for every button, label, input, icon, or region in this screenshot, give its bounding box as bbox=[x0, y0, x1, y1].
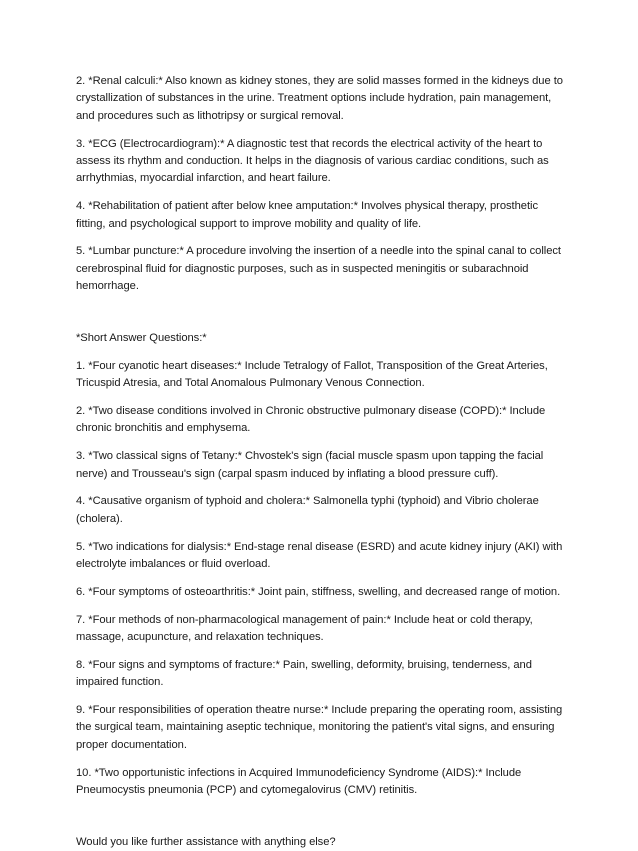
short-answer-item: 9. *Four responsibilities of operation theatre nurse:* Include preparing the operating room, assisting the surgical team, maintaining aseptic technique, monitoring the patient's vital signs, and ensuring proper documentation. bbox=[76, 704, 563, 751]
section-heading: *Short Answer Questions:* bbox=[76, 332, 207, 345]
short-answer-item: 6. *Four symptoms of osteoarthritis:* Joint pain, stiffness, swelling, and decreased range of motion. bbox=[76, 585, 561, 598]
definition-item: 3. *ECG (Electrocardiogram):* A diagnostic test that records the electrical activity of the heart to assess its rhythm and conduction. It helps in the diagnosis of various cardiac conditions, such as arrhythmias, myocardial infarction, and heart failure. bbox=[76, 137, 549, 185]
section-spacer bbox=[76, 306, 568, 330]
short-answer-item: 5. *Two indications for dialysis:* End-stage renal disease (ESRD) and acute kidney injury (AKI) with electrolyte imbalances or fluid overload. bbox=[76, 540, 563, 571]
short-answer-item: 2. *Two disease conditions involved in Chronic obstructive pulmonary disease (COPD):* Include chronic bronchitis and emphysema. bbox=[76, 405, 546, 435]
short-answer-item: 1. *Four cyanotic heart diseases:* Include Tetralogy of Fallot, Transposition of the Great Arteries, Tricuspid Atresia, and Total Anomalous Pulmonary Venous Connection. bbox=[76, 359, 548, 390]
definition-item: 2. *Renal calculi:* Also known as kidney stones, they are solid masses formed in the kidneys due to crystallization of substances in the urine. Treatment options include hydration, pain management, and procedures such as lithotripsy or surgical removal. bbox=[76, 75, 563, 122]
closing-question: Would you like further assistance with anything else? bbox=[76, 835, 336, 848]
short-answer-item: 7. *Four methods of non-pharmacological management of pain:* Include heat or cold therapy, massage, acupuncture, and relaxation techniques. bbox=[76, 613, 533, 644]
short-answer-item: 10. *Two opportunistic infections in Acquired Immunodeficiency Syndrome (AIDS):* Include Pneumocystis pneumonia (PCP) and cytomegalovirus (CMV) retinitis. bbox=[76, 766, 522, 797]
short-answer-item: 8. *Four signs and symptoms of fracture:* Pain, swelling, deformity, bruising, tenderness, and impaired function. bbox=[76, 658, 532, 689]
section-spacer bbox=[76, 810, 568, 834]
short-answer-item: 3. *Two classical signs of Tetany:* Chvostek's sign (facial muscle spasm upon tapping the facial nerve) and Trousseau's sign (carpal spasm induced by inflating a blood pressure cuff). bbox=[76, 450, 544, 480]
document-body bbox=[76, 73, 568, 851]
definition-item: 5. *Lumbar puncture:* A procedure involving the insertion of a needle into the spinal canal to collect cerebrospinal fluid for diagnostic purposes, such as in suspected meningitis or subarachnoid hemorrhage. bbox=[76, 245, 561, 293]
short-answer-item: 4. *Causative organism of typhoid and cholera:* Salmonella typhi (typhoid) and Vibrio cholerae (cholera). bbox=[76, 495, 539, 525]
definition-item: 4. *Rehabilitation of patient after below knee amputation:* Involves physical therapy, prosthetic fitting, and psychological support to improve mobility and quality of life. bbox=[76, 200, 538, 230]
